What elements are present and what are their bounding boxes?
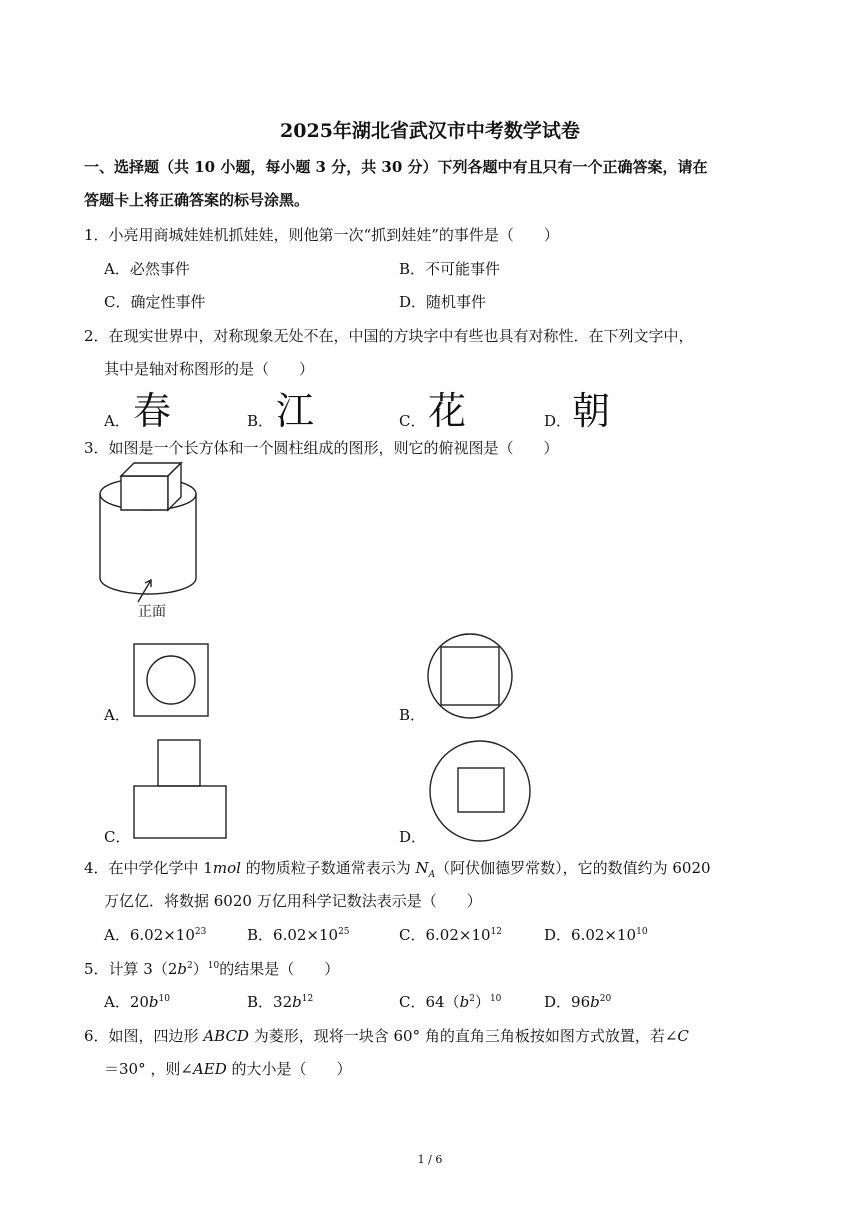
q3-option-a-label: A． (104, 706, 130, 724)
q3-option-d-label: D． (399, 828, 427, 846)
q3-option-b-label: B． (399, 706, 426, 724)
q2-option-c-char: 花 (428, 389, 467, 433)
q1-option-a: A．必然事件 (104, 260, 190, 278)
q2-option-b-label: B． (247, 412, 274, 430)
q1-option-b: B．不可能事件 (399, 260, 501, 278)
q4-option-a: A．$6.02\times 10^{23}$ (104, 926, 207, 944)
q1-option-c: C．确定性事件 (104, 293, 206, 311)
q2-option-b-char: 江 (276, 389, 315, 433)
q2-option-c-label: C． (399, 412, 426, 430)
q4-option-b: B．$6.02\times 10^{25}$ (247, 926, 350, 944)
question-2-line1: 2．在现实世界中，对称现象无处不在，中国的方块字中有些也具有对称性．在下列文字中， (84, 327, 694, 345)
question-2-line2: 其中是轴对称图形的是（ ） (104, 360, 315, 378)
q2-option-a-char: 春 (133, 389, 172, 433)
q5-option-d: D．$96b^{20}$ (544, 993, 612, 1011)
page-title: 2025年湖北省武汉市中考数学试卷 (280, 120, 580, 142)
q5-option-a: A．$20b^{10}$ (104, 993, 170, 1011)
q4-option-d: D．$6.02\times 10^{10}$ (544, 926, 648, 944)
q2-option-d-label: D． (544, 412, 572, 430)
q2-option-a-label: A． (104, 412, 130, 430)
q3-option-c-label: C． (104, 828, 131, 846)
question-1: 1．小亮用商城娃娃机抓娃娃，则他第一次“抓到娃娃”的事件是（ ） (84, 226, 559, 244)
front-label: 正面 (138, 604, 166, 620)
question-6-line1: 6．如图，四边形 ABCD 为菱形，现将一块含 60° 角的直角三角板按如图方式放置，若∠C (84, 1027, 689, 1045)
section-heading-line1: 一、选择题（共 10 小题，每小题 3 分，共 30 分）下列各题中有且只有一个正确答案，请在 (84, 158, 708, 176)
section-heading-line2: 答题卡上将正确答案的标号涂黑。 (84, 191, 310, 209)
q2-option-d-char: 朝 (572, 389, 611, 433)
q4-option-c: C．$6.02\times 10^{12}$ (399, 926, 502, 944)
q5-option-c: C．$64(b^2)^{10}$ (399, 993, 502, 1011)
question-6-line2: ＝30° ，则∠AED 的大小是（ ） (104, 1060, 352, 1078)
question-3: 3．如图是一个长方体和一个圆柱组成的图形，则它的俯视图是（ ） (84, 439, 559, 457)
question-5: 5．计算 $3(2b^2)^{10}$的结果是（ ） (84, 960, 340, 978)
q1-option-d: D．随机事件 (399, 293, 487, 311)
question-4-line1: 4．在中学化学中 1mol 的物质粒子数通常表示为 $N_A$（阿伏伽德罗常数），它的数值约为 6020 (84, 859, 711, 880)
question-4-line2: 万亿亿．将数据 6020 万亿用科学记数法表示是（ ） (104, 892, 482, 910)
q5-option-b: B．$32b^{12}$ (247, 993, 314, 1011)
page-number: 1 / 6 (417, 1153, 443, 1166)
